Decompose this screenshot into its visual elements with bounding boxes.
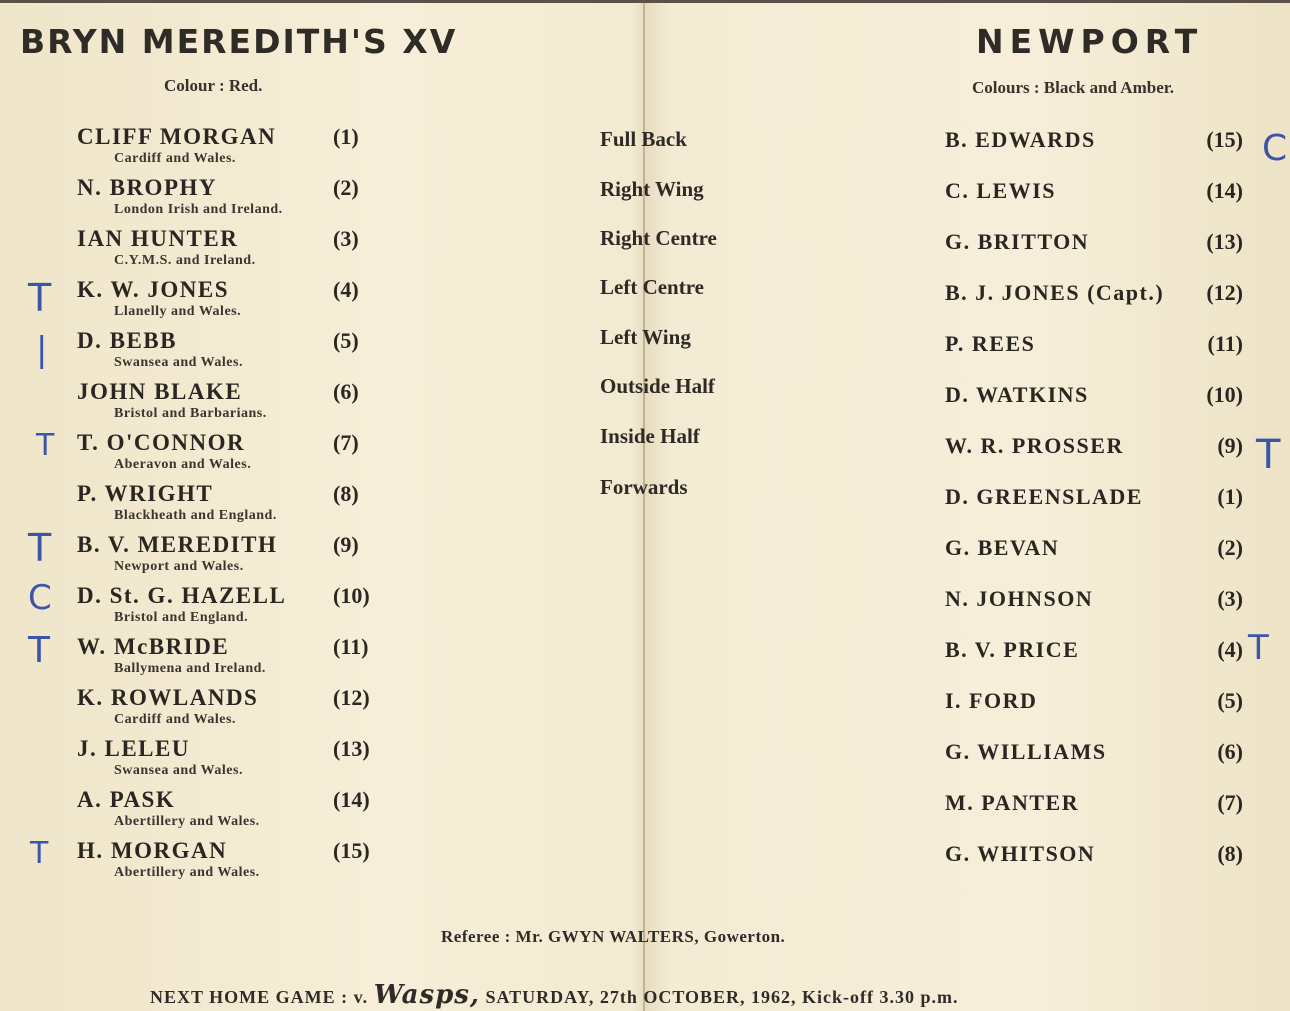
away-player-2	[945, 178, 1245, 218]
player-name: M. PANTER	[945, 790, 1080, 815]
player-club: C.Y.M.S. and Ireland.	[114, 253, 256, 268]
player-number: (14)	[1206, 178, 1243, 203]
player-number: (2)	[333, 175, 359, 200]
player-name: N. JOHNSON	[945, 586, 1094, 611]
player-club: London Irish and Ireland.	[114, 202, 283, 217]
player-name: D. WATKINS	[945, 382, 1089, 407]
position-label: Outside Half	[600, 374, 715, 398]
player-number: (3)	[1217, 586, 1243, 611]
handwritten-try-mark: |	[36, 330, 48, 370]
home-player-13	[77, 736, 397, 786]
player-name: JOHN BLAKE	[77, 379, 243, 404]
player-number: (4)	[1217, 637, 1243, 662]
referee-line: Referee : Mr. GWYN WALTERS, Gowerton.	[441, 927, 786, 946]
away-player-6	[945, 382, 1245, 422]
player-number: (3)	[333, 226, 359, 251]
away-player-10	[945, 586, 1245, 626]
player-name: B. V. MEREDITH	[77, 532, 278, 557]
player-number: (5)	[1217, 688, 1243, 713]
handwritten-try-mark: T	[1248, 628, 1269, 668]
next-home-game-line	[150, 980, 959, 1010]
player-club: Blackheath and England.	[114, 508, 277, 523]
player-name: A. PASK	[77, 787, 176, 812]
handwritten-try-mark: T	[28, 630, 50, 671]
player-number: (7)	[1217, 790, 1243, 815]
home-player-2	[77, 175, 397, 225]
player-number: (7)	[333, 430, 359, 455]
away-player-12	[945, 688, 1245, 728]
player-number: (11)	[333, 634, 369, 659]
player-club: Swansea and Wales.	[114, 355, 243, 370]
player-number: (14)	[333, 787, 370, 812]
player-name: IAN HUNTER	[77, 226, 239, 251]
position-label: Inside Half	[600, 424, 700, 448]
player-name: P. WRIGHT	[77, 481, 214, 506]
away-team-colours: Colours : Black and Amber.	[972, 78, 1174, 97]
away-player-13	[945, 739, 1245, 779]
position-label: Forwards	[600, 475, 688, 499]
player-name: K. ROWLANDS	[77, 685, 259, 710]
player-number: (12)	[333, 685, 370, 710]
handwritten-try-mark: T	[28, 526, 52, 570]
home-player-5	[77, 328, 397, 378]
handwritten-try-mark: T	[30, 836, 49, 871]
player-name: B. J. JONES (Capt.)	[945, 280, 1165, 305]
next-game-prefix: NEXT HOME GAME : v.	[150, 987, 369, 1007]
player-club: Cardiff and Wales.	[114, 712, 236, 727]
away-player-3	[945, 229, 1245, 269]
away-team-title: NEWPORT	[976, 22, 1204, 61]
player-name: G. BRITTON	[945, 229, 1090, 254]
player-name: J. LELEU	[77, 736, 190, 761]
home-player-3	[77, 226, 397, 276]
home-player-8	[77, 481, 397, 531]
player-club: Newport and Wales.	[114, 559, 244, 574]
player-name: G. BEVAN	[945, 535, 1060, 560]
away-player-11	[945, 637, 1245, 677]
player-name: H. MORGAN	[77, 838, 228, 863]
player-number: (10)	[333, 583, 370, 608]
player-name: G. WHITSON	[945, 841, 1096, 866]
player-name: D. GREENSLADE	[945, 484, 1143, 509]
handwritten-conversion-mark: C	[28, 578, 52, 618]
player-club: Bristol and Barbarians.	[114, 406, 267, 421]
home-player-11	[77, 634, 397, 684]
player-club: Abertillery and Wales.	[114, 814, 260, 829]
player-club: Aberavon and Wales.	[114, 457, 252, 472]
player-number: (9)	[1217, 433, 1243, 458]
player-name: W. R. PROSSER	[945, 433, 1124, 458]
player-name: C. LEWIS	[945, 178, 1057, 203]
player-name: D. St. G. HAZELL	[77, 583, 287, 608]
player-number: (11)	[1207, 331, 1243, 356]
player-name: B. EDWARDS	[945, 127, 1096, 152]
home-player-15	[77, 838, 397, 888]
handwritten-try-mark: T	[28, 276, 52, 320]
home-player-14	[77, 787, 397, 837]
player-number: (6)	[333, 379, 359, 404]
player-name: K. W. JONES	[77, 277, 229, 302]
home-player-7	[77, 430, 397, 480]
away-player-9	[945, 535, 1245, 575]
player-number: (8)	[333, 481, 359, 506]
away-player-1	[945, 127, 1245, 167]
home-team-colours: Colour : Red.	[164, 76, 263, 95]
away-player-7	[945, 433, 1245, 473]
away-player-4	[945, 280, 1245, 320]
player-name: CLIFF MORGAN	[77, 124, 277, 149]
home-team-title: BRYN MEREDITH'S XV	[20, 22, 458, 61]
player-number: (6)	[1217, 739, 1243, 764]
player-number: (12)	[1206, 280, 1243, 305]
player-number: (5)	[333, 328, 359, 353]
home-player-9	[77, 532, 397, 582]
player-number: (9)	[333, 532, 359, 557]
home-player-6	[77, 379, 397, 429]
next-game-details: SATURDAY, 27th OCTOBER, 1962, Kick-off 3.30 p.m.	[485, 987, 959, 1007]
position-label: Left Centre	[600, 275, 704, 299]
top-rule	[0, 0, 1290, 3]
away-player-15	[945, 841, 1245, 881]
position-label: Left Wing	[600, 325, 691, 349]
home-player-10	[77, 583, 397, 633]
player-number: (13)	[333, 736, 370, 761]
player-name: I. FORD	[945, 688, 1038, 713]
player-number: (15)	[333, 838, 370, 863]
away-player-5	[945, 331, 1245, 371]
player-name: T. O'CONNOR	[77, 430, 246, 455]
handwritten-conversion-mark: C	[1262, 128, 1288, 169]
player-number: (10)	[1206, 382, 1243, 407]
player-club: Ballymena and Ireland.	[114, 661, 266, 676]
position-label: Right Centre	[600, 226, 717, 250]
player-name: W. McBRIDE	[77, 634, 230, 659]
position-label: Right Wing	[600, 177, 704, 201]
player-club: Swansea and Wales.	[114, 763, 243, 778]
player-number: (8)	[1217, 841, 1243, 866]
player-name: D. BEBB	[77, 328, 177, 353]
home-player-1	[77, 124, 397, 174]
handwritten-try-mark: T	[1256, 432, 1281, 478]
player-name: B. V. PRICE	[945, 637, 1080, 662]
player-number: (13)	[1206, 229, 1243, 254]
player-club: Abertillery and Wales.	[114, 865, 260, 880]
player-number: (15)	[1206, 127, 1243, 152]
player-number: (1)	[1217, 484, 1243, 509]
player-number: (2)	[1217, 535, 1243, 560]
position-label: Full Back	[600, 127, 687, 151]
home-player-4	[77, 277, 397, 327]
player-club: Llanelly and Wales.	[114, 304, 242, 319]
home-player-12	[77, 685, 397, 735]
player-club: Bristol and England.	[114, 610, 249, 625]
next-game-opponent: Wasps,	[373, 980, 480, 1010]
player-name: G. WILLIAMS	[945, 739, 1107, 764]
player-name: N. BROPHY	[77, 175, 217, 200]
player-number: (1)	[333, 124, 359, 149]
player-name: P. REES	[945, 331, 1036, 356]
handwritten-try-mark: T	[36, 428, 55, 463]
player-number: (4)	[333, 277, 359, 302]
player-club: Cardiff and Wales.	[114, 151, 236, 166]
away-player-14	[945, 790, 1245, 830]
away-player-8	[945, 484, 1245, 524]
